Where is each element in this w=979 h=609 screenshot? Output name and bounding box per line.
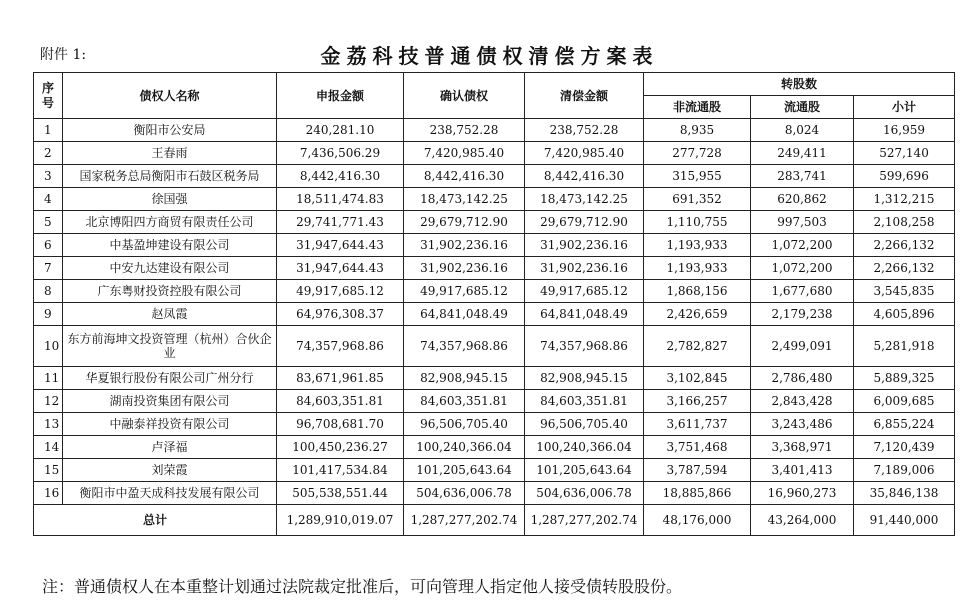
header-declared: 申报金额 — [277, 73, 404, 119]
cell-creditor-name: 国家税务总局衡阳市石鼓区税务局 — [63, 165, 277, 188]
cell-subtotal: 3,545,835 — [854, 280, 955, 303]
cell-confirmed: 7,420,985.40 — [404, 142, 525, 165]
cell-repay: 100,240,366.04 — [525, 436, 644, 459]
cell-non-circulating: 3,787,594 — [644, 459, 751, 482]
cell-confirmed: 96,506,705.40 — [404, 413, 525, 436]
repayment-plan-table — [33, 72, 955, 536]
table-row — [34, 413, 955, 436]
cell-circulating: 3,243,486 — [751, 413, 854, 436]
cell-declared: 64,976,308.37 — [277, 303, 404, 326]
cell-repay: 74,357,968.86 — [525, 326, 644, 367]
cell-seq: 4 — [34, 188, 63, 211]
cell-declared: 84,603,351.81 — [277, 390, 404, 413]
total-circulating: 43,264,000 — [751, 505, 854, 536]
table-body — [34, 119, 955, 505]
total-non-circulating: 48,176,000 — [644, 505, 751, 536]
cell-confirmed: 100,240,366.04 — [404, 436, 525, 459]
cell-non-circulating: 3,166,257 — [644, 390, 751, 413]
cell-repay: 101,205,643.64 — [525, 459, 644, 482]
cell-declared: 29,741,771.43 — [277, 211, 404, 234]
table-row — [34, 142, 955, 165]
cell-non-circulating: 3,102,845 — [644, 367, 751, 390]
cell-declared: 101,417,534.84 — [277, 459, 404, 482]
cell-circulating: 249,411 — [751, 142, 854, 165]
table-row — [34, 459, 955, 482]
cell-declared: 31,947,644.43 — [277, 234, 404, 257]
cell-repay: 31,902,236.16 — [525, 257, 644, 280]
cell-non-circulating: 315,955 — [644, 165, 751, 188]
cell-repay: 96,506,705.40 — [525, 413, 644, 436]
table-row — [34, 482, 955, 505]
cell-subtotal: 6,855,224 — [854, 413, 955, 436]
table-row — [34, 280, 955, 303]
cell-confirmed: 18,473,142.25 — [404, 188, 525, 211]
cell-confirmed: 8,442,416.30 — [404, 165, 525, 188]
cell-confirmed: 101,205,643.64 — [404, 459, 525, 482]
total-label: 总计 — [34, 505, 277, 536]
cell-declared: 74,357,968.86 — [277, 326, 404, 367]
cell-confirmed: 64,841,048.49 — [404, 303, 525, 326]
header-confirmed: 确认债权 — [404, 73, 525, 119]
header-name: 债权人名称 — [63, 73, 277, 119]
table-row — [34, 211, 955, 234]
cell-non-circulating: 3,611,737 — [644, 413, 751, 436]
cell-non-circulating: 2,782,827 — [644, 326, 751, 367]
cell-creditor-name: 东方前海坤文投资管理（杭州）合伙企业 — [63, 326, 277, 367]
cell-circulating: 3,401,413 — [751, 459, 854, 482]
total-subtotal: 91,440,000 — [854, 505, 955, 536]
table-row — [34, 257, 955, 280]
table-row — [34, 303, 955, 326]
cell-creditor-name: 中安九达建设有限公司 — [63, 257, 277, 280]
cell-creditor-name: 北京博阳四方商贸有限责任公司 — [63, 211, 277, 234]
cell-subtotal: 35,846,138 — [854, 482, 955, 505]
cell-circulating: 283,741 — [751, 165, 854, 188]
cell-seq: 10 — [34, 326, 63, 367]
cell-declared: 240,281.10 — [277, 119, 404, 142]
cell-creditor-name: 卢泽福 — [63, 436, 277, 459]
cell-declared: 8,442,416.30 — [277, 165, 404, 188]
cell-confirmed: 49,917,685.12 — [404, 280, 525, 303]
cell-confirmed: 82,908,945.15 — [404, 367, 525, 390]
cell-declared: 100,450,236.27 — [277, 436, 404, 459]
total-confirmed: 1,287,277,202.74 — [404, 505, 525, 536]
cell-circulating: 2,179,238 — [751, 303, 854, 326]
cell-declared: 96,708,681.70 — [277, 413, 404, 436]
footnote: 注：普通债权人在本重整计划通过法院裁定批准后，可向管理人指定他人接受债转股股份。 — [42, 577, 683, 596]
cell-confirmed: 504,636,006.78 — [404, 482, 525, 505]
table-row — [34, 119, 955, 142]
cell-repay: 29,679,712.90 — [525, 211, 644, 234]
cell-non-circulating: 1,868,156 — [644, 280, 751, 303]
cell-creditor-name: 华夏银行股份有限公司广州分行 — [63, 367, 277, 390]
cell-creditor-name: 赵凤霞 — [63, 303, 277, 326]
table-row — [34, 436, 955, 459]
cell-declared: 7,436,506.29 — [277, 142, 404, 165]
cell-non-circulating: 1,193,933 — [644, 257, 751, 280]
cell-confirmed: 31,902,236.16 — [404, 257, 525, 280]
cell-seq: 16 — [34, 482, 63, 505]
attachment-label: 附件 1: — [40, 47, 87, 63]
cell-seq: 11 — [34, 367, 63, 390]
cell-circulating: 8,024 — [751, 119, 854, 142]
cell-creditor-name: 衡阳市公安局 — [63, 119, 277, 142]
cell-repay: 18,473,142.25 — [525, 188, 644, 211]
document-title: 金荔科技普通债权清偿方案表 — [320, 44, 659, 68]
cell-creditor-name: 中基盈坤建设有限公司 — [63, 234, 277, 257]
cell-subtotal: 527,140 — [854, 142, 955, 165]
cell-circulating: 1,072,200 — [751, 234, 854, 257]
cell-circulating: 2,499,091 — [751, 326, 854, 367]
total-row — [34, 505, 955, 536]
cell-subtotal: 6,009,685 — [854, 390, 955, 413]
cell-seq: 6 — [34, 234, 63, 257]
cell-non-circulating: 2,426,659 — [644, 303, 751, 326]
cell-non-circulating: 3,751,468 — [644, 436, 751, 459]
cell-circulating: 997,503 — [751, 211, 854, 234]
total-declared: 1,289,910,019.07 — [277, 505, 404, 536]
cell-non-circulating: 1,110,755 — [644, 211, 751, 234]
cell-seq: 15 — [34, 459, 63, 482]
cell-creditor-name: 王春雨 — [63, 142, 277, 165]
table-row — [34, 326, 955, 367]
cell-repay: 64,841,048.49 — [525, 303, 644, 326]
cell-declared: 49,917,685.12 — [277, 280, 404, 303]
cell-circulating: 2,786,480 — [751, 367, 854, 390]
cell-declared: 18,511,474.83 — [277, 188, 404, 211]
cell-creditor-name: 徐国强 — [63, 188, 277, 211]
cell-seq: 12 — [34, 390, 63, 413]
cell-non-circulating: 1,193,933 — [644, 234, 751, 257]
cell-circulating: 1,072,200 — [751, 257, 854, 280]
table-row — [34, 234, 955, 257]
cell-circulating: 620,862 — [751, 188, 854, 211]
cell-subtotal: 1,312,215 — [854, 188, 955, 211]
cell-creditor-name: 刘荣霞 — [63, 459, 277, 482]
cell-repay: 49,917,685.12 — [525, 280, 644, 303]
header-circulating: 流通股 — [751, 96, 854, 119]
total-repay: 1,287,277,202.74 — [525, 505, 644, 536]
cell-repay: 31,902,236.16 — [525, 234, 644, 257]
header-seq: 序号 — [34, 73, 63, 119]
cell-non-circulating: 8,935 — [644, 119, 751, 142]
cell-creditor-name: 湖南投资集团有限公司 — [63, 390, 277, 413]
cell-confirmed: 238,752.28 — [404, 119, 525, 142]
cell-declared: 505,538,551.44 — [277, 482, 404, 505]
cell-repay: 8,442,416.30 — [525, 165, 644, 188]
cell-seq: 5 — [34, 211, 63, 234]
cell-circulating: 16,960,273 — [751, 482, 854, 505]
cell-creditor-name: 广东粤财投资控股有限公司 — [63, 280, 277, 303]
cell-non-circulating: 18,885,866 — [644, 482, 751, 505]
cell-subtotal: 5,281,918 — [854, 326, 955, 367]
cell-declared: 83,671,961.85 — [277, 367, 404, 390]
cell-seq: 14 — [34, 436, 63, 459]
cell-subtotal: 5,889,325 — [854, 367, 955, 390]
header-subtotal: 小计 — [854, 96, 955, 119]
table-row — [34, 165, 955, 188]
header-repay: 清偿金额 — [525, 73, 644, 119]
cell-confirmed: 31,902,236.16 — [404, 234, 525, 257]
cell-seq: 7 — [34, 257, 63, 280]
cell-seq: 13 — [34, 413, 63, 436]
cell-subtotal: 7,189,006 — [854, 459, 955, 482]
cell-repay: 504,636,006.78 — [525, 482, 644, 505]
cell-declared: 31,947,644.43 — [277, 257, 404, 280]
cell-seq: 8 — [34, 280, 63, 303]
cell-subtotal: 2,108,258 — [854, 211, 955, 234]
cell-seq: 3 — [34, 165, 63, 188]
cell-seq: 9 — [34, 303, 63, 326]
cell-repay: 84,603,351.81 — [525, 390, 644, 413]
cell-subtotal: 2,266,132 — [854, 257, 955, 280]
cell-creditor-name: 中融泰祥投资有限公司 — [63, 413, 277, 436]
cell-non-circulating: 691,352 — [644, 188, 751, 211]
cell-subtotal: 599,696 — [854, 165, 955, 188]
cell-confirmed: 29,679,712.90 — [404, 211, 525, 234]
cell-subtotal: 7,120,439 — [854, 436, 955, 459]
table-row — [34, 188, 955, 211]
cell-confirmed: 74,357,968.86 — [404, 326, 525, 367]
cell-subtotal: 4,605,896 — [854, 303, 955, 326]
cell-subtotal: 16,959 — [854, 119, 955, 142]
table-row — [34, 390, 955, 413]
table-row — [34, 367, 955, 390]
cell-circulating: 2,843,428 — [751, 390, 854, 413]
cell-repay: 7,420,985.40 — [525, 142, 644, 165]
cell-repay: 82,908,945.15 — [525, 367, 644, 390]
cell-creditor-name: 衡阳市中盈天成科技发展有限公司 — [63, 482, 277, 505]
cell-seq: 1 — [34, 119, 63, 142]
cell-subtotal: 2,266,132 — [854, 234, 955, 257]
header-non-circulating: 非流通股 — [644, 96, 751, 119]
header-shares-group: 转股数 — [644, 73, 955, 96]
cell-seq: 2 — [34, 142, 63, 165]
cell-circulating: 1,677,680 — [751, 280, 854, 303]
cell-circulating: 3,368,971 — [751, 436, 854, 459]
cell-confirmed: 84,603,351.81 — [404, 390, 525, 413]
cell-repay: 238,752.28 — [525, 119, 644, 142]
cell-non-circulating: 277,728 — [644, 142, 751, 165]
